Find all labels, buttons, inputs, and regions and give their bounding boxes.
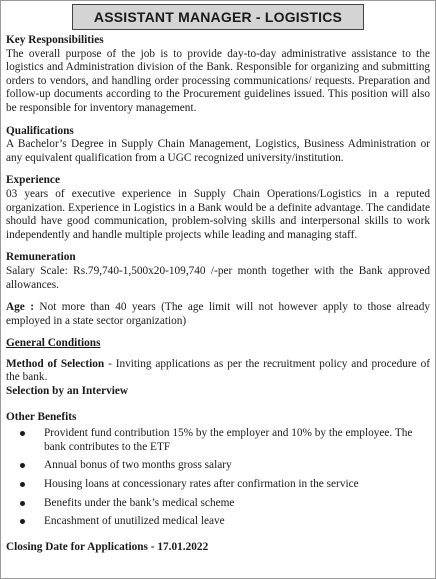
- experience-text: 03 years of executive experience in Supply Chain Operations/Logistics in a reputed organization. Experience in Logistics in a Bank would be a definite advantage. The candidate should have good communication, problem-solving skills and interpersonal skills to work independently and handle multiple projects while leading and managing staff.: [6, 187, 430, 241]
- section-experience: [6, 174, 430, 242]
- key-responsibilities-heading: Key Responsibilities: [6, 34, 104, 46]
- section-qualifications: [6, 125, 430, 166]
- closing-date-value: - 17.01.2022: [150, 540, 209, 553]
- other-benefits-heading: Other Benefits: [6, 410, 77, 423]
- closing-date-line: [6, 541, 430, 555]
- section-age: [6, 301, 430, 328]
- benefits-list: [6, 427, 430, 529]
- section-general-conditions: [6, 337, 430, 351]
- selection-by-interview: Selection by an Interview: [6, 385, 129, 398]
- section-key-responsibilities: [6, 34, 430, 116]
- section-selection: [6, 358, 430, 399]
- qualifications-text: A Bachelor’s Degree in Supply Chain Management, Logistics, Business Administration or any equivalent qualification from a UGC recognized university/institution.: [6, 138, 430, 164]
- benefit-item: Annual bonus of two months gross salary: [44, 459, 430, 473]
- benefit-item: Housing loans at concessionary rates after confirmation in the service: [44, 478, 430, 492]
- section-remuneration: [6, 251, 430, 292]
- age-text: Not more than 40 years (The age limit will not however apply to those already employed in a state sector organization): [6, 301, 430, 327]
- benefit-item: Benefits under the bank’s medical scheme: [44, 497, 430, 511]
- closing-date-label: Closing Date for Applications: [6, 540, 148, 553]
- remuneration-heading: Remuneration: [6, 251, 76, 264]
- benefit-item: Encashment of unutilized medical leave: [44, 515, 430, 529]
- age-label: Age :: [6, 301, 34, 314]
- page-title: ASSISTANT MANAGER - LOGISTICS: [72, 4, 364, 30]
- experience-heading: Experience: [6, 174, 60, 187]
- section-closing-date: [6, 541, 430, 555]
- method-of-selection-text: - Inviting applications as per the recruitment policy and procedure of the bank.: [6, 357, 430, 384]
- general-conditions-heading: General Conditions: [6, 337, 101, 350]
- age-paragraph: [6, 301, 430, 328]
- method-of-selection-paragraph: [6, 358, 430, 385]
- remuneration-text: Salary Scale: Rs.79,740-1,500x20-109,740 /-per month together with the Bank approved allowances.: [6, 264, 430, 291]
- key-responsibilities-text: The overall purpose of the job is to provide day-to-day administrative assistance to the logistics and Administration division of the Bank. Responsible for organizing and submitting orders to vendors, and handling order processing communications/ requests. Preparation and follow-up documents according to the Procurement guidelines issued. This position will also be responsible for inventory management.: [6, 47, 430, 114]
- benefit-item: Provident fund contribution 15% by the employer and 10% by the employee. The bank contributes to the ETF: [44, 427, 430, 454]
- job-description: [6, 34, 430, 554]
- section-other-benefits: [6, 411, 430, 529]
- qualifications-heading: Qualifications: [6, 124, 74, 137]
- method-of-selection-label: Method of Selection: [6, 357, 105, 370]
